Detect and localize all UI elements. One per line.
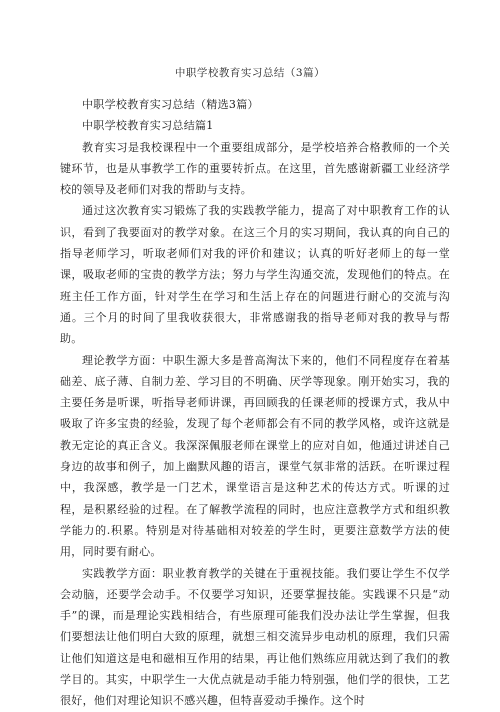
paragraph-practical-teaching: 实践教学方面：职业教育教学的关键在于重视技能。我们要让学生不仅学会动脑，还要学会动手。不仅要学习知识，还要掌握技能。实践课不只是“动手”的课，而是理论实践相结合，有些原理可能我们没办法让学生掌握，但我们要想法让他们明白大致的原理，就想三相交流异步电动机的原理，我们只需让他们知道这是电和磁相互作用的结果，再让他们熟练应用就达到了我们的教学目的。其实，中职学生一大优点就是动手能力特别强，他们学的很快，工艺很好，他们对理论知识不感兴趣，但特喜爱动手操作。这个时: [60, 566, 450, 708]
document-title: 中职学校教育实习总结（3篇）: [174, 67, 326, 79]
paragraph-practice: 通过这次教育实习锻炼了我的实践教学能力，提高了对中职教育工作的认识，看到了我要面对的教学对象。在这三个月的实习期间，我认真的向自己的指导老师学习，听取老师们对我的评价和建议；认真的听好老师上的每一堂课，吸取老师的宝贵的教学方法；努力与学生沟通交流，发现他们的特点。在班主任工作方面，针对学生在学习和生活上存在的问题进行耐心的交流与沟通。三个月的时间了里我收获很大，非常感谢我的指导老师对我的教导与帮助。: [60, 204, 450, 346]
section-heading: 中职学校教育实习总结篇1: [82, 119, 214, 133]
document-subtitle: 中职学校教育实习总结（精选3篇）: [82, 98, 259, 111]
document-body: [60, 94, 450, 712]
paragraph-theory-teaching: 理论教学方面：中职生源大多是普高淘汰下来的，他们不同程度存在着基础差、底子薄、自制力差、学习目的不明确、厌学等现象。刚开始实习，我的主要任务是听课，听指导老师讲课，再回顾我的任课老师的授课方式，我从中吸取了许多宝贵的经验，发现了每个老师都会有不同的教学风格，或许这就是教无定论的真正含义。我深深佩服老师在课堂上的应对自如，他通过讲述自己身边的故事和例子，加上幽默风趣的语言，课堂气氛非常的活跃。在听课过程中，我深感，教学是一门艺术，课堂语言是这种艺术的传达方式。听课的过程，是积累经验的过程。在了解教学流程的同时，也应注意教学方式和组织教学能力的.积累。特别是对待基础相对较差的学生时，更要注意数学方法的使用，同时要有耐心。: [60, 353, 450, 559]
paragraph-intro: 教育实习是我校课程中一个重要组成部分，是学校培养合格教师的一个关键环节，也是从事教学工作的重要转折点。在这里，首先感谢新疆工业经济学校的领导及老师们对我的帮助与支持。: [60, 140, 450, 197]
